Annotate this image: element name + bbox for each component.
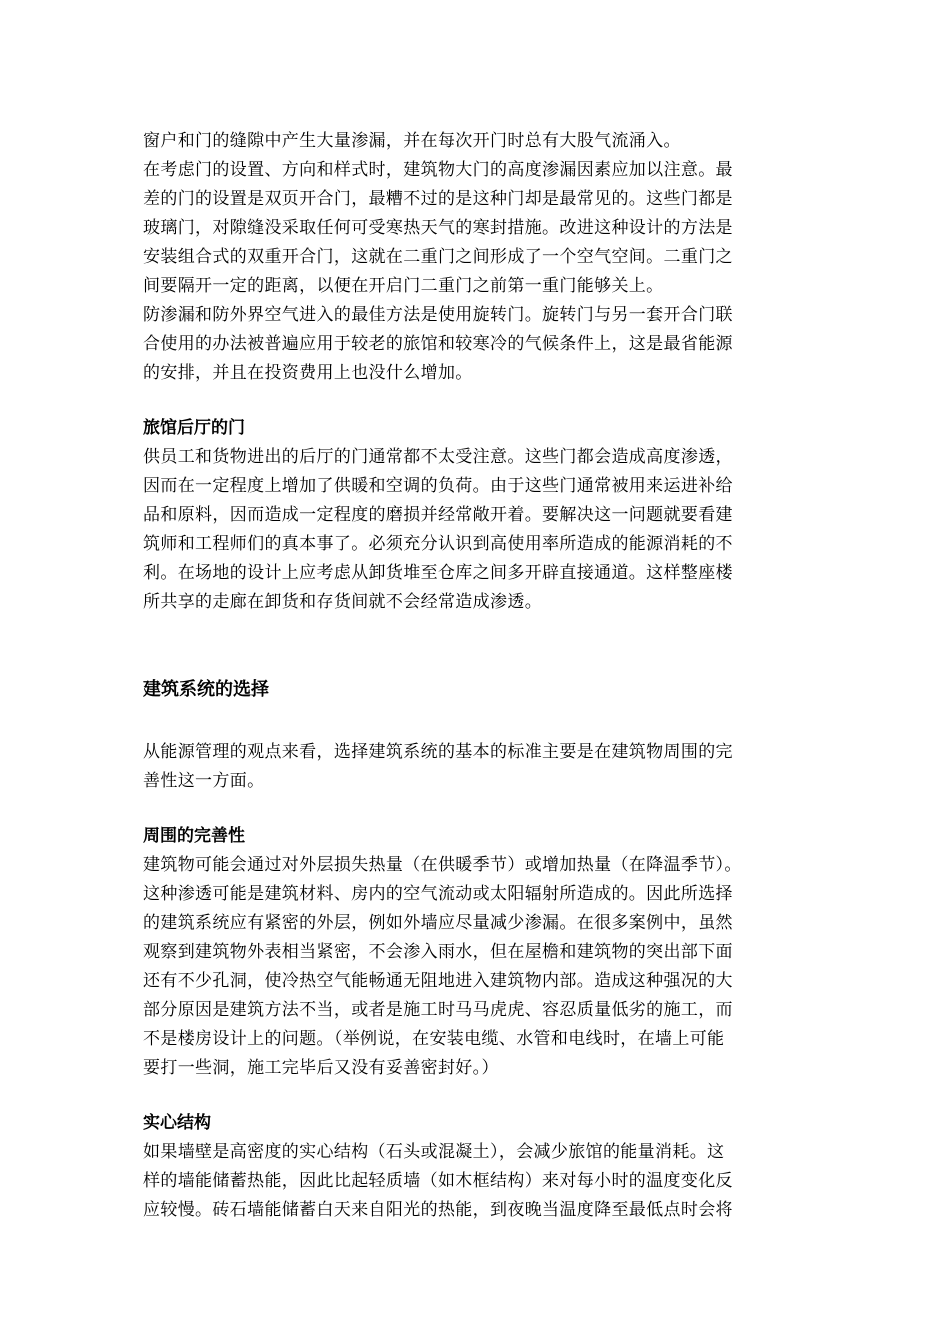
text-line: 筑师和工程师们的真本事了。必须充分认识到高使用率所造成的能源消耗的不 — [143, 534, 733, 554]
text-line: 观察到建筑物外表相当紧密，不会渗入雨水，但在屋檐和建筑物的突出部下面 — [143, 942, 733, 962]
text-line: 的建筑系统应有紧密的外层，例如外墙应尽量减少渗漏。在很多案例中，虽然 — [143, 913, 733, 933]
text-line: 的安排，并且在投资费用上也没什么增加。 — [143, 363, 473, 383]
text-line: 样的墙能储蓄热能，因此比起轻质墙（如木框结构）来对每小时的温度变化反 — [143, 1171, 733, 1191]
paragraph-back-doors — [143, 443, 823, 617]
text-line: 要打一些洞，施工完毕后又没有妥善密封好。） — [143, 1058, 499, 1078]
text-line: 部分原因是建筑方法不当，或者是施工时马马虎虎、容忍质量低劣的施工，而 — [143, 1000, 733, 1020]
section-title-building-systems: 建筑系统的选择 — [143, 679, 269, 700]
paragraph-doors — [143, 127, 823, 388]
text-line: 玻璃门，对隙缝没采取任何可受寒热天气的寒封措施。改进这种设计的方法是 — [143, 218, 733, 238]
heading-solid-structure: 实心结构 — [143, 1113, 211, 1133]
spacer — [143, 617, 823, 675]
spacer — [143, 388, 823, 414]
paragraph-solid-structure — [143, 1138, 823, 1225]
text-line: 间要隔开一定的距离，以便在开启门二重门之前第一重门能够关上。 — [143, 276, 664, 296]
text-line: 如果墙壁是高密度的实心结构（石头或混凝土），会减少旅馆的能量消耗。这 — [143, 1142, 725, 1162]
spacer — [143, 1083, 823, 1109]
text-line: 这种渗透可能是建筑材料、房内的空气流动或太阳辐射所造成的。因此所选择 — [143, 884, 733, 904]
text-line: 从能源管理的观点来看，选择建筑系统的基本的标准主要是在建筑物周围的完 — [143, 742, 733, 762]
text-line: 防渗漏和防外界空气进入的最佳方法是使用旋转门。旋转门与另一套开合门联 — [143, 305, 733, 325]
text-line: 合使用的办法被普遍应用于较老的旅馆和较寒冷的气候条件上，这是最省能源 — [143, 334, 733, 354]
paragraph-energy-management — [143, 738, 823, 796]
text-line: 安装组合式的双重开合门，这就在二重门之间形成了一个空气空间。二重门之 — [143, 247, 733, 267]
heading-back-doors: 旅馆后厅的门 — [143, 418, 245, 438]
text-line: 窗户和门的缝隙中产生大量渗漏，并在每次开门时总有大股气流涌入。 — [143, 131, 681, 151]
text-line: 供员工和货物进出的后厅的门通常都不太受注意。这些门都会造成高度渗透， — [143, 447, 733, 467]
text-line: 在考虑门的设置、方向和样式时，建筑物大门的高度渗漏因素应加以注意。最 — [143, 160, 733, 180]
text-line: 品和原料，因而造成一定程度的磨损并经常敞开着。要解决这一问题就要看建 — [143, 505, 733, 525]
text-line: 还有不少孔洞，使冷热空气能畅通无阻地进入建筑物内部。造成这种强况的大 — [143, 971, 733, 991]
text-line: 善性这一方面。 — [143, 771, 265, 791]
spacer — [143, 796, 823, 822]
text-line: 建筑物可能会通过对外层损失热量（在供暖季节）或增加热量（在降温季节）。 — [143, 855, 742, 875]
text-line: 所共享的走廊在卸货和存货间就不会经常造成渗透。 — [143, 592, 543, 612]
text-line: 应较慢。砖石墙能储蓄白天来自阳光的热能，到夜晚当温度降至最低点时会将 — [143, 1200, 733, 1220]
heading-envelope-integrity: 周围的完善性 — [143, 826, 245, 846]
document-page — [143, 127, 823, 1225]
text-line: 利。在场地的设计上应考虑从卸货堆至仓库之间多开辟直接通道。这样整座楼 — [143, 563, 733, 583]
text-line: 不是楼房设计上的问题。（举例说，在安装电缆、水管和电线时，在墙上可能 — [143, 1029, 725, 1049]
paragraph-envelope-integrity — [143, 851, 823, 1083]
text-line: 因而在一定程度上增加了供暖和空调的负荷。由于这些门通常被用来运进补给 — [143, 476, 733, 496]
text-line: 差的门的设置是双页开合门，最糟不过的是这种门却是最常见的。这些门都是 — [143, 189, 733, 209]
spacer — [143, 704, 823, 738]
